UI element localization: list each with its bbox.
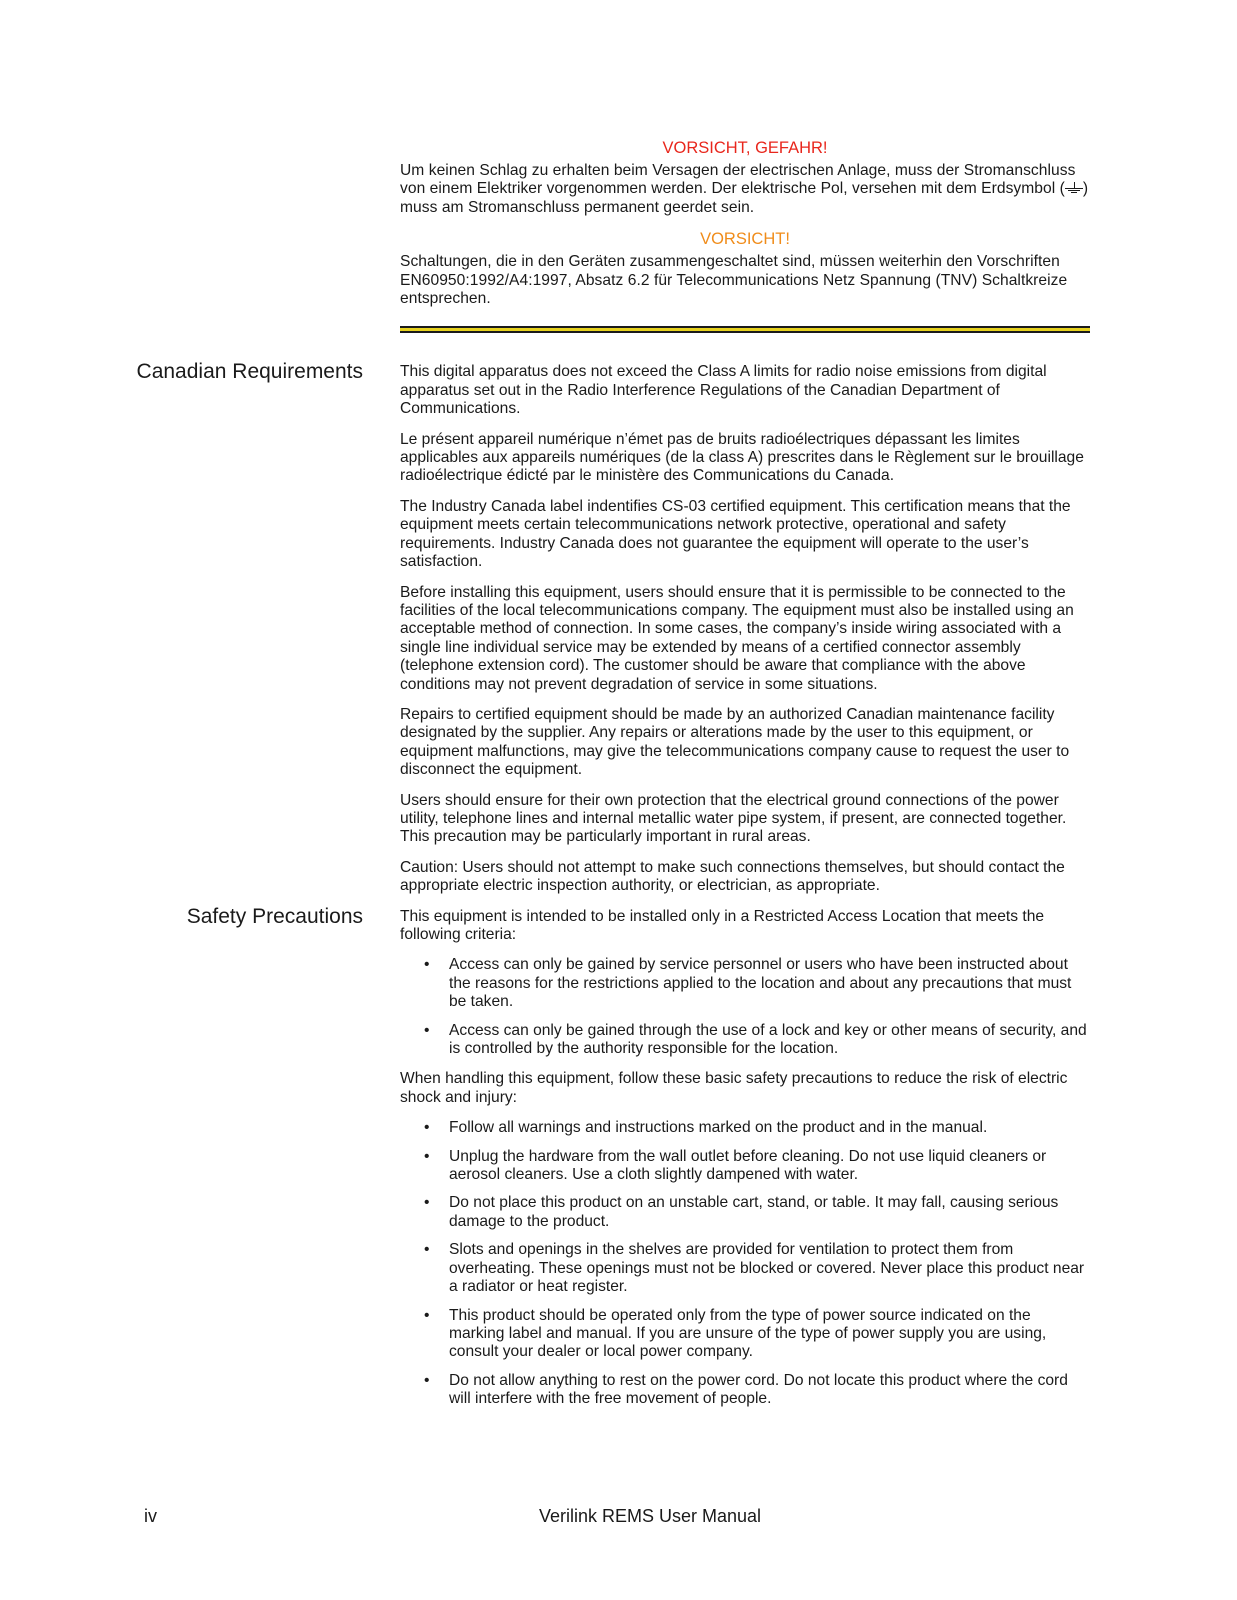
danger-warning-title: VORSICHT, GEFAHR! bbox=[662, 139, 828, 157]
handling-intro: When handling this equipment, follow these basic safety precautions to reduce the risk of electric shock and injury: bbox=[400, 1070, 1068, 1106]
list-item: • Do not place this product on an unstable cart, stand, or table. It may fall, causing serious damage to the product. bbox=[400, 1194, 1090, 1231]
page-number: iv bbox=[144, 1506, 157, 1526]
safety-precautions-section bbox=[186, 904, 1090, 1409]
safety-precautions-list bbox=[400, 1119, 1090, 1408]
restricted-access-criteria-list bbox=[400, 956, 1090, 1058]
danger-warning-text: Um keinen Schlag zu erhalten beim Versagen der electrischen Anlage, muss der Stromanschluss von einem Elektriker vorgenommen werden. Der elektrische Pol, versehen mit dem Erdsymbol ( ) muss am Stromanschluss permanent geerdet sein. bbox=[400, 162, 1089, 216]
canadian-paragraph: This digital apparatus does not exceed the Class A limits for radio noise emissions from digital apparatus set out in the Radio Interference Regulations of the Canadian Department of Communications. bbox=[400, 363, 1047, 418]
safety-intro: This equipment is intended to be installed only in a Restricted Access Location that meets the following criteria: bbox=[400, 907, 1045, 943]
canadian-paragraph: Caution: Users should not attempt to make such connections themselves, but should contact the appropriate electric inspection authority, or electrician, as appropriate. bbox=[400, 858, 1065, 895]
list-item: • Access can only be gained through the use of a lock and key or other means of security, and is controlled by the authority responsible for the location. bbox=[400, 1022, 1090, 1059]
caution-warning-title: VORSICHT! bbox=[700, 230, 790, 249]
canadian-requirements-section bbox=[136, 360, 1090, 895]
canadian-paragraph: Repairs to certified equipment should be made by an authorized Canadian maintenance facility designated by the supplier. Any repairs or alterations made by the user to this equipment, or equipment malfunctions, may give the telecommunications company cause to request the user to disconnect the equipment. bbox=[400, 705, 1070, 779]
canadian-paragraph: The Industry Canada label indentifies CS-03 certified equipment. This certification means that the equipment meets certain telecommunications network protective, operational and safety requirements. Industry Canada does not guarantee the equipment will operate to the user’s satisfaction. bbox=[400, 497, 1071, 571]
list-item: • Access can only be gained by service personnel or users who have been instructed about the reasons for the restrictions applied to the location and about any precautions that must be taken. bbox=[400, 956, 1090, 1011]
main-column bbox=[136, 138, 1090, 1421]
canadian-paragraph: Le présent appareil numérique n’émet pas de bruits radioélectriques dépassant les limites applicables aux appareils numériques (de la class A) prescrites dans le Règlement sur le brouillage radioélectrique édicté par le ministère des Communications du Canada. bbox=[400, 430, 1084, 485]
list-item: • Do not allow anything to rest on the power cord. Do not locate this product where the cord will interfere with the free movement of people. bbox=[400, 1372, 1090, 1409]
ground-symbol-icon bbox=[1065, 182, 1083, 194]
canadian-paragraph: Users should ensure for their own protection that the electrical ground connections of the power utility, telephone lines and internal metallic water pipe system, if present, are connected together. This precaution may be particularly important in rural areas. bbox=[400, 791, 1067, 846]
list-item: • This product should be operated only from the type of power source indicated on the marking label and manual. If you are unsure of the type of power supply you are using, consult your dealer or local power company. bbox=[400, 1307, 1090, 1362]
canadian-paragraph: Before installing this equipment, users should ensure that it is permissible to be connected to the facilities of the local telecommunications company. The equipment must also be installed using an acceptable method of connection. In some cases, the company’s inside wiring associated with a single line individual service may be extended by means of a certified connector assembly (telephone extension cord). The customer should be aware that compliance with the above conditions may not prevent degradation of service in some situations. bbox=[400, 583, 1074, 693]
manual-title: Verilink REMS User Manual bbox=[538, 1506, 762, 1526]
list-item: • Follow all warnings and instructions marked on the product and in the manual. bbox=[400, 1119, 1090, 1137]
caution-warning-text: Schaltungen, die in den Geräten zusammengeschaltet sind, müssen weiterhin den Vorschriften EN60950:1992/A4:1997, Absatz 6.2 für Telecommunications Netz Spannung (TNV) Schaltkreize entsprechen. bbox=[400, 253, 1068, 308]
canadian-requirements-heading: Canadian Requirements bbox=[136, 360, 363, 384]
section-divider bbox=[400, 326, 1090, 333]
list-item: • Slots and openings in the shelves are provided for ventilation to protect them from overheating. These openings must not be blocked or covered. Never place this product near a radiator or heat register. bbox=[400, 1241, 1090, 1296]
list-item: • Unplug the hardware from the wall outlet before cleaning. Do not use liquid cleaners or aerosol cleaners. Use a cloth slightly dampened with water. bbox=[400, 1148, 1090, 1185]
safety-precautions-heading: Safety Precautions bbox=[186, 904, 363, 928]
